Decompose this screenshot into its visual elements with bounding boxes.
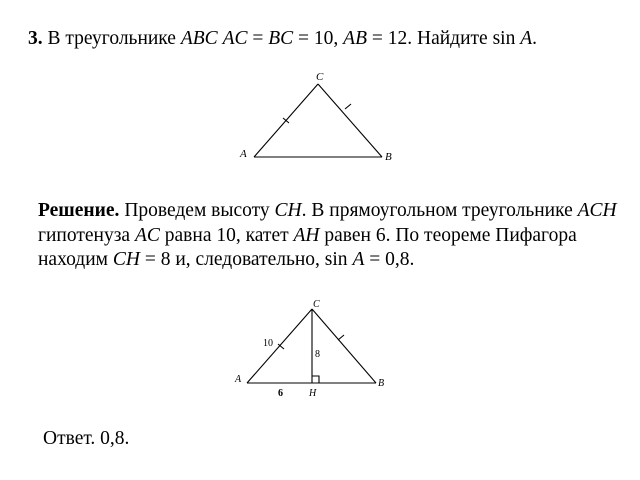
vertex-label-b: B [385, 151, 392, 163]
vertex-label-a: A [240, 148, 247, 160]
side-ab: AB [343, 28, 367, 49]
length-label-ch: 8 [315, 349, 320, 360]
angle-a: A [520, 28, 533, 49]
problem-statement: 3. В треугольнике ABC AC = BC = 10, AB = 12. Найдите sin A. [28, 28, 537, 49]
side-bc-line-2 [312, 309, 376, 383]
length-label-ac: 10 [263, 338, 273, 349]
vertex-label-a-2: A [235, 374, 242, 385]
solution-text: Решение. Проведем высоту CH. В прямоугольном треугольнике ACH гипотенуза AC равна 10, катет AH равен 6. По теореме Пифагора находим CH = 8 и, следовательно, sin A = 0,8. [38, 200, 617, 270]
solution-heading: Решение. [38, 200, 120, 221]
triangle-name: ABC [180, 28, 218, 49]
side-ac-line-2 [247, 309, 312, 383]
problem-number: 3. [28, 28, 43, 49]
vertex-label-c: C [316, 71, 324, 83]
vertex-label-b-2: B [378, 378, 385, 389]
length-label-ah: 6 [278, 388, 283, 399]
side-bc: BC [268, 28, 294, 49]
side-ac: AC [222, 28, 248, 49]
vertex-label-h: H [309, 388, 317, 399]
right-angle-mark [312, 376, 319, 383]
problem-text: В треугольнике [42, 28, 181, 49]
answer-text: Ответ. 0,8. [43, 428, 130, 449]
tick-mark-bc-2 [338, 335, 344, 340]
vertex-label-c-2: C [313, 299, 320, 310]
